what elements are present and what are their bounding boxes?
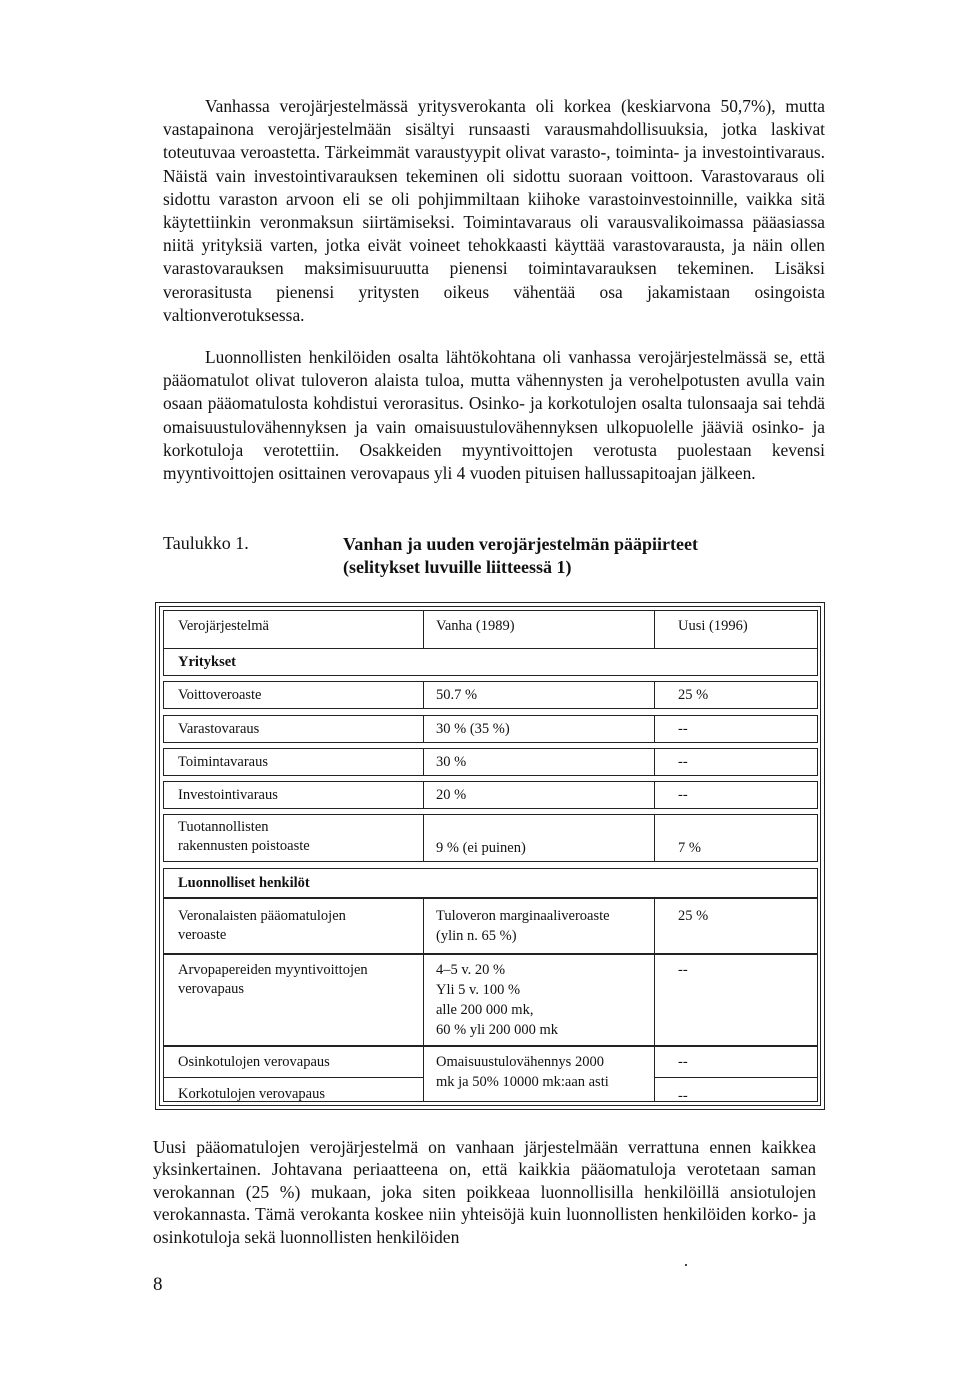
table-caption-title bbox=[343, 533, 698, 579]
table-divider bbox=[423, 781, 424, 809]
row-label: veroaste bbox=[178, 927, 227, 943]
row-value-old: 30 % bbox=[436, 754, 467, 770]
row-value-old: (ylin n. 65 %) bbox=[436, 928, 517, 944]
table-divider bbox=[423, 748, 424, 776]
row-value-old: alle 200 000 mk, bbox=[436, 1002, 534, 1018]
table-divider bbox=[423, 814, 424, 862]
row-label: verovapaus bbox=[178, 981, 245, 997]
row-label: Arvopapereiden myyntivoittojen bbox=[178, 962, 368, 978]
table-divider bbox=[654, 610, 655, 649]
row-value-new: -- bbox=[678, 754, 688, 770]
paragraph-personal-taxation: Luonnollisten henkilöiden osalta lähtökohtana oli vanhassa verojärjestelmässä se, että pääomatulot olivat tuloveron alaista tuloa, mutta vähennysten ja verohelpotusten avulla vain osaan pääomatulosta kohdistui verorasitus. Osinko- ja korkotulojen osalta tulonsaaja sai tehdä omaisuustulovähennyksen ja vain omaisuustulovähennyksen ulkopuolelle jääviä osinko- ja korkotuloja verotettiin. Osakkeiden myyntivoittojen verotusta puolestaan kevensi myyntivoittojen osittainen verovapaus yli 4 vuoden pituisen hallussapitoajan jälkeen. bbox=[163, 347, 825, 484]
section-header-row bbox=[163, 648, 818, 676]
page-number: 8 bbox=[153, 1274, 163, 1295]
row-value-old: Omaisuustulovähennys 2000 bbox=[436, 1054, 604, 1070]
row-value-new: -- bbox=[678, 1088, 688, 1104]
stray-mark bbox=[685, 1264, 687, 1266]
row-value-old: Yli 5 v. 100 % bbox=[436, 982, 521, 998]
row-value-old: 20 % bbox=[436, 787, 467, 803]
table-divider bbox=[654, 681, 655, 709]
row-label: Investointivaraus bbox=[178, 787, 278, 803]
table-divider bbox=[423, 715, 424, 743]
table-divider bbox=[423, 610, 424, 649]
section-title-persons: Luonnolliset henkilöt bbox=[178, 875, 310, 891]
row-label: Osinkotulojen verovapaus bbox=[178, 1054, 330, 1070]
table-divider bbox=[423, 1046, 424, 1102]
row-value-old: 30 % (35 %) bbox=[436, 721, 510, 737]
table-divider bbox=[654, 781, 655, 809]
table-title-line2: (selitykset luvuille liitteessä 1) bbox=[343, 557, 572, 577]
row-value-old: Tuloveron marginaaliveroaste bbox=[436, 908, 610, 924]
table-divider bbox=[654, 715, 655, 743]
table-divider bbox=[654, 1046, 655, 1102]
row-value-new: -- bbox=[678, 1054, 688, 1070]
header-cell: Vanha (1989) bbox=[436, 618, 515, 634]
row-value-old: 50.7 % bbox=[436, 687, 478, 703]
table-title-line1: Vanhan ja uuden verojärjestelmän pääpiirteet bbox=[343, 534, 698, 554]
row-label: Veronalaisten pääomatulojen bbox=[178, 908, 346, 924]
row-label: Korkotulojen verovapaus bbox=[178, 1086, 325, 1102]
paragraph-new-system: Uusi pääomatulojen verojärjestelmä on vanhaan järjestelmään verrattuna ennen kaikkea yksinkertainen. Johtavana periaatteena on, että kaikkia pääomatuloja verotetaan saman verokannan (25 %) mukaan, joka siten poikkeaa luonnollisilla henkilöillä ansiotulojen verokannasta. Tämä verokanta koskee niin yhteisöjä kuin luonnollisten henkilöiden korko- ja osinkotuloja sekä luonnollisten henkilöiden bbox=[153, 1137, 816, 1247]
row-value-old: 9 % (ei puinen) bbox=[436, 840, 526, 856]
row-label: rakennusten poistoaste bbox=[178, 838, 310, 854]
row-value-new: 7 % bbox=[678, 840, 701, 856]
section-title-companies: Yritykset bbox=[178, 654, 236, 670]
table-divider bbox=[654, 898, 655, 954]
row-value-old: 4–5 v. 20 % bbox=[436, 962, 506, 978]
row-value-new: 25 % bbox=[678, 908, 709, 924]
row-label: Tuotannollisten bbox=[178, 819, 269, 835]
row-label: Voittoveroaste bbox=[178, 687, 262, 703]
table-caption-label: Taulukko 1. bbox=[163, 533, 249, 553]
row-label: Toimintavaraus bbox=[178, 754, 268, 770]
header-cell: Uusi (1996) bbox=[678, 618, 748, 634]
row-value-old: 60 % yli 200 000 mk bbox=[436, 1022, 559, 1038]
table-divider bbox=[423, 898, 424, 954]
table-divider bbox=[423, 681, 424, 709]
table-divider bbox=[654, 748, 655, 776]
row-value-new: 25 % bbox=[678, 687, 709, 703]
table-divider bbox=[654, 954, 655, 1046]
paragraph-company-taxation: Vanhassa verojärjestelmässä yritysverokanta oli korkea (keskiarvona 50,7%), mutta vastapainona verojärjestelmään sisältyi runsaasti varausmahdollisuuksia, jotka laskivat toteutuvaa veroastetta. Tärkeimmät varaustyypit olivat varasto-, toiminta- ja investointivaraus. Näistä vain investointivarauksen tekeminen oli sidottu suoraan voittoon. Varastovaraus oli sidottu varaston arvoon eli se oli pohjimmiltaan kiihoke varastoinvestoinnille, vaikka sitä käytettiinkin veronmaksun siirtämiseksi. Toimintavaraus oli varausvalikoimassa pääasiassa niitä yrityksiä varten, jotka eivät voineet tehokkaasti käyttää varastovarausta, ja näin ollen varastovarauksen maksimisuuruutta pienensi toimintavarauksen tekeminen. Lisäksi verorasitusta pienensi yritysten oikeus vähentää osa jakamistaan osingoista valtionverotuksessa. bbox=[163, 96, 825, 325]
row-value-new: -- bbox=[678, 787, 688, 803]
row-label: Varastovaraus bbox=[178, 721, 260, 737]
row-value-new: -- bbox=[678, 721, 688, 737]
row-value-old: mk ja 50% 10000 mk:aan asti bbox=[436, 1074, 609, 1090]
table-divider bbox=[654, 814, 655, 862]
table-divider bbox=[423, 954, 424, 1046]
row-value-new: -- bbox=[678, 962, 688, 978]
header-cell: Verojärjestelmä bbox=[178, 618, 269, 634]
